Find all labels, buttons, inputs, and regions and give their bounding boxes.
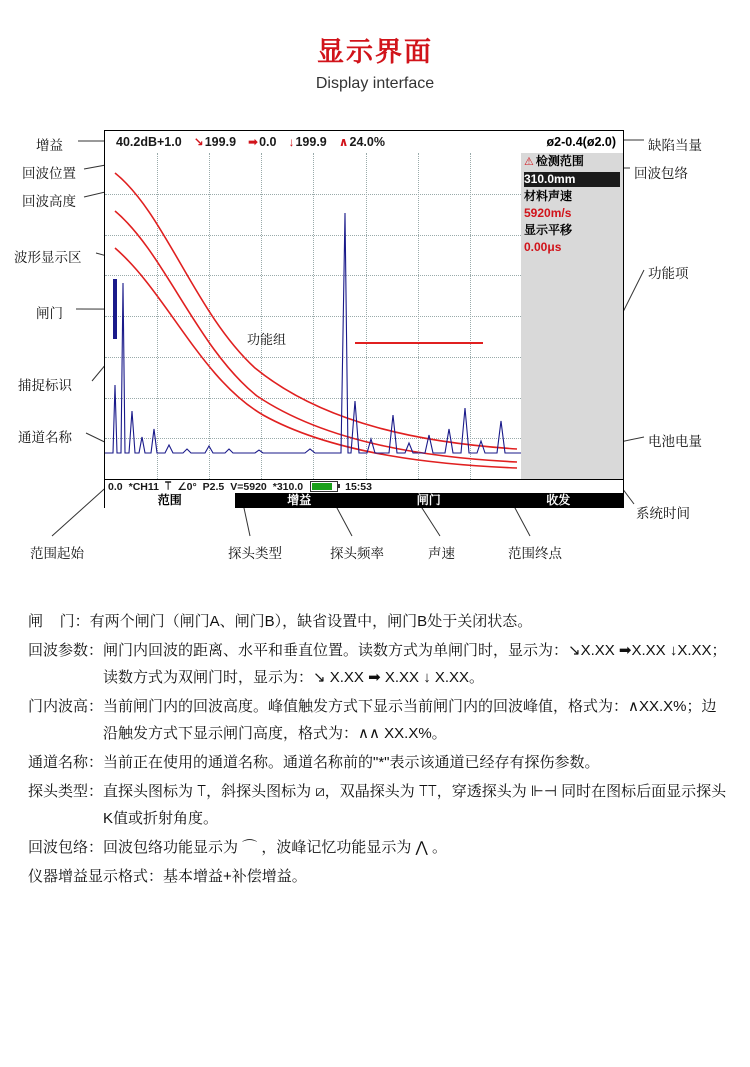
readout-gain: 40.2dB+1.0 — [116, 135, 182, 149]
callout-gain: 增益 — [36, 138, 63, 153]
down-arrow-icon: ↓ — [288, 135, 295, 149]
menu-item-transceive[interactable]: 收发 — [546, 493, 571, 507]
callout-echo-position: 回波位置 — [22, 166, 76, 181]
down-right-arrow-icon: ↘ — [193, 135, 204, 149]
notes-block — [28, 608, 728, 892]
status-channel: *CH11 — [128, 480, 159, 493]
note-row — [28, 749, 728, 776]
readout-position-1-value: 199.9 — [204, 135, 237, 149]
callout-system-time: 系统时间 — [636, 506, 690, 521]
note-key: 闸 门： — [28, 613, 90, 630]
readout-position-2 — [245, 135, 279, 149]
note-row — [28, 834, 728, 861]
note-text: 当前闸门内的回波高度。峰值触发方式下显示当前闸门内的回波峰值，格式为：∧XX.X%；边沿触发方式下显示闸门高度，格式为：∧∧ XX.X%。 — [103, 698, 717, 742]
function-item-1-name[interactable]: 材料声速 — [524, 189, 573, 203]
function-item-2-value[interactable]: 0.00μs — [524, 240, 562, 254]
note-key: 回波包络： — [28, 839, 104, 856]
function-item-0-value[interactable]: 310.0mm — [521, 171, 623, 188]
readout-position-3 — [285, 135, 329, 149]
note-text: 闸门内回波的距离、水平和垂直位置。读数方式为单闸门时，显示为：↘X.XX ➡X.XX ↓X.XX；读数方式为双闸门时，显示为：↘ X.XX ➡ X.XX ↓ X.XX。 — [103, 642, 727, 686]
callout-echo-envelope: 回波包络 — [634, 166, 688, 181]
note-key: 回波参数： — [28, 642, 104, 659]
menu-item-range[interactable]: 范围 — [105, 493, 235, 508]
note-row — [28, 863, 728, 890]
status-velocity: V=5920 — [230, 480, 267, 493]
note-text: 当前正在使用的通道名称。通道名称前的"*"表示该通道已经存有探伤参数。 — [103, 754, 600, 771]
note-text: 有两个闸门（闸门A、闸门B），缺省设置中，闸门B处于关闭状态。 — [89, 613, 533, 630]
function-panel[interactable] — [521, 153, 623, 479]
readout-position-1 — [191, 135, 239, 149]
readout-echo-height-value: 24.0% — [349, 135, 385, 149]
instrument-screen — [104, 130, 624, 508]
readout-echo-height — [336, 135, 388, 149]
callout-range-end: 范围终点 — [508, 546, 562, 561]
function-item-1-value[interactable]: 5920m/s — [524, 206, 572, 220]
callout-velocity: 声速 — [428, 546, 455, 561]
battery-icon — [310, 481, 338, 492]
callout-function-item: 功能项 — [648, 266, 689, 281]
readout-position-2-value: 0.0 — [259, 135, 277, 149]
note-key: 门内波高： — [28, 698, 104, 715]
page-title-en: Display interface — [315, 75, 435, 92]
callout-flaw-equivalent: 缺陷当量 — [648, 138, 702, 153]
menu-item-gain[interactable]: 增益 — [287, 493, 312, 507]
function-item-2-name[interactable]: 显示平移 — [524, 223, 573, 237]
note-row — [28, 608, 728, 635]
note-row — [28, 693, 728, 747]
device-figure — [0, 112, 750, 561]
note-text: 基本增益+补偿增益。 — [163, 868, 307, 885]
note-text: 回波包络功能显示为 ⌒ ，波峰记忆功能显示为 ⋀ 。 — [103, 839, 447, 856]
status-probe-freq: P2.5 — [202, 480, 225, 493]
note-row — [28, 637, 728, 691]
note-key: 通道名称： — [28, 754, 104, 771]
callout-gate: 闸门 — [36, 306, 63, 321]
status-time: 15:53 — [345, 480, 372, 493]
status-bar — [105, 479, 623, 493]
note-row — [28, 778, 728, 832]
status-probe-angle: ∠0° — [177, 480, 197, 493]
note-text: 直探头图标为 ⟙，斜探头图标为 ⧄，双晶探头为 ⟙⟙，穿透探头为 ⊩⊣ 同时在图标后面显示探头K值或折射角度。 — [103, 783, 727, 827]
callout-battery: 电池电量 — [648, 434, 702, 449]
peak-arrow-icon: ∧ — [338, 135, 349, 149]
callout-range-start: 范围起始 — [30, 546, 84, 561]
status-range-end: *310.0 — [272, 480, 304, 493]
page-header — [0, 0, 750, 93]
callout-echo-height: 回波高度 — [22, 194, 76, 209]
page-title-cn: 显示界面 — [317, 37, 433, 67]
warning-icon: ⚠ — [524, 156, 534, 168]
function-group-label: 功能组 — [247, 332, 287, 347]
note-key: 探头类型： — [28, 783, 104, 800]
readout-position-3-value: 199.9 — [295, 135, 327, 149]
straight-probe-icon: ⟙ — [164, 480, 172, 492]
menu-item-gate[interactable]: 闸门 — [416, 493, 441, 507]
status-range-start: 0.0 — [108, 480, 123, 493]
callout-probe-freq: 探头频率 — [330, 546, 384, 561]
waveform-traces — [105, 153, 523, 479]
function-item-0-name[interactable]: ⚠ 检测范围 — [524, 154, 584, 168]
callout-probe-type: 探头类型 — [228, 546, 282, 561]
waveform-display-area[interactable] — [105, 153, 523, 479]
right-arrow-icon: ➡ — [248, 135, 259, 149]
note-key: 仪器增益显示格式： — [28, 868, 164, 885]
callout-wave-display-area: 波形显示区 — [14, 250, 82, 265]
readout-bar — [105, 131, 623, 153]
bottom-menu[interactable] — [105, 493, 623, 508]
readout-flaw-equivalent: ø2-0.4(ø2.0) — [546, 135, 616, 149]
callout-channel-name: 通道名称 — [18, 430, 72, 445]
callout-capture-mark: 捕捉标识 — [18, 378, 72, 393]
